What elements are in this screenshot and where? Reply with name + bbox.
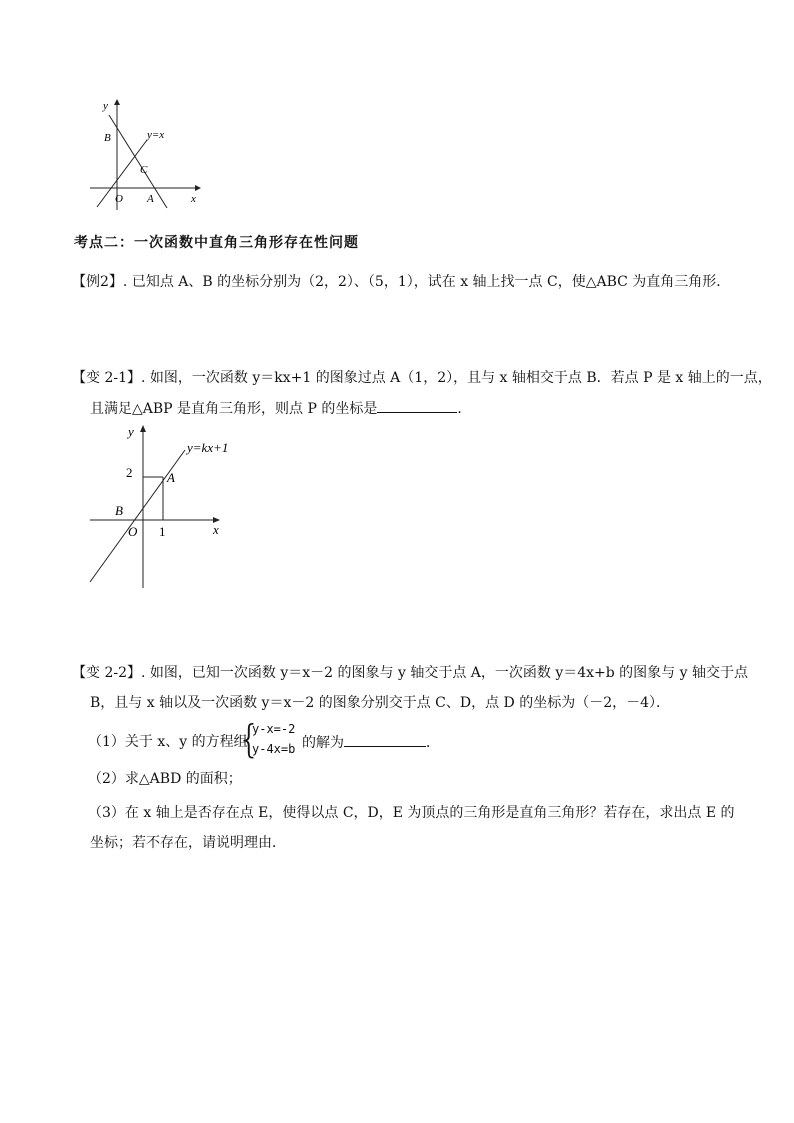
equation-2: y-4x=b <box>252 742 296 756</box>
fig1-origin-label: O <box>115 193 123 205</box>
fig1-point-c-label: C <box>140 164 148 176</box>
fig2-point-a-label: A <box>167 470 175 485</box>
variant-2-1-text1: . 如图，一次函数 y＝kx+1 的图象过点 A（1，2），且与 x 轴相交于点 B．若点 P 是 x 轴上的一点， <box>141 370 772 386</box>
fig1-point-b-label: B <box>104 132 111 144</box>
answer-blank-p[interactable] <box>377 398 457 413</box>
variant-2-2-text1: . 如图，已知一次函数 y＝x－2 的图象与 y 轴交于点 A，一次函数 y＝4x+b 的图象与 y 轴交于点 <box>141 665 748 681</box>
variant-2-1-line2 <box>90 398 471 419</box>
equation-brace: { <box>237 717 262 761</box>
example-2 <box>72 272 730 292</box>
question-3-line2: 坐标；若不存在，请说明理由． <box>90 835 286 851</box>
example-2-text: . 已知点 A、B 的坐标分别为（2，2）、（5，1），试在 x 轴上找一点 C，使△ABC 为直角三角形． <box>122 274 731 290</box>
question-1-prefix: （1）关于 x、y 的方程组 <box>88 734 248 750</box>
example-2-tag: 【例2】 <box>72 274 123 290</box>
figure-2-graph <box>85 420 245 590</box>
fig1-y-label: y <box>103 100 108 112</box>
fig1-point-a-label: A <box>147 193 154 205</box>
variant-2-1-text2: 且满足△ABP 是直角三角形，则点 P 的坐标是 <box>90 401 378 417</box>
variant-2-2-line1 <box>72 663 748 683</box>
fig2-line-label: y=kx+1 <box>187 440 229 455</box>
question-3-line1: （3）在 x 轴上是否存在点 E，使得以点 C，D，E 为顶点的三角形是直角三角形？若存在，求出点 E 的 <box>88 805 735 821</box>
fig1-line-label: y=x <box>147 129 165 141</box>
fig1-x-label: x <box>191 193 196 205</box>
y-axis-arrow <box>114 99 120 105</box>
variant-2-1-line1 <box>72 368 772 388</box>
answer-blank-system[interactable] <box>344 732 426 747</box>
question-1-post: 的解为 <box>302 735 344 751</box>
equation-1: y-x=-2 <box>252 722 296 736</box>
fig2-origin-label: O <box>128 524 138 539</box>
fig2-point-b-label: B <box>115 503 123 518</box>
question-1-end: ． <box>426 735 440 751</box>
question-1-suffix <box>302 732 440 753</box>
variant-2-2-tag: 【变 2-2】 <box>72 665 141 681</box>
question-2: （2）求△ABD 的面积； <box>88 771 242 787</box>
variant-2-1-tag: 【变 2-1】 <box>72 370 141 386</box>
x-axis-arrow <box>195 185 201 191</box>
variant-2-2-line2: B，且与 x 轴以及一次函数 y＝x－2 的图象分别交于点 C、D，点 D 的坐标为（－2，－4）． <box>90 695 671 711</box>
section-title: 考点二：一次函数中直角三角形存在性问题 <box>74 235 359 251</box>
y-axis-arrow <box>140 425 146 432</box>
figure-1-graph <box>85 95 205 215</box>
fig2-tick-y: 2 <box>126 465 133 480</box>
fig2-x-label: x <box>213 522 219 537</box>
fig2-y-label: y <box>128 424 134 439</box>
variant-2-1-end: ． <box>457 401 472 417</box>
fig2-tick-x: 1 <box>159 524 166 539</box>
